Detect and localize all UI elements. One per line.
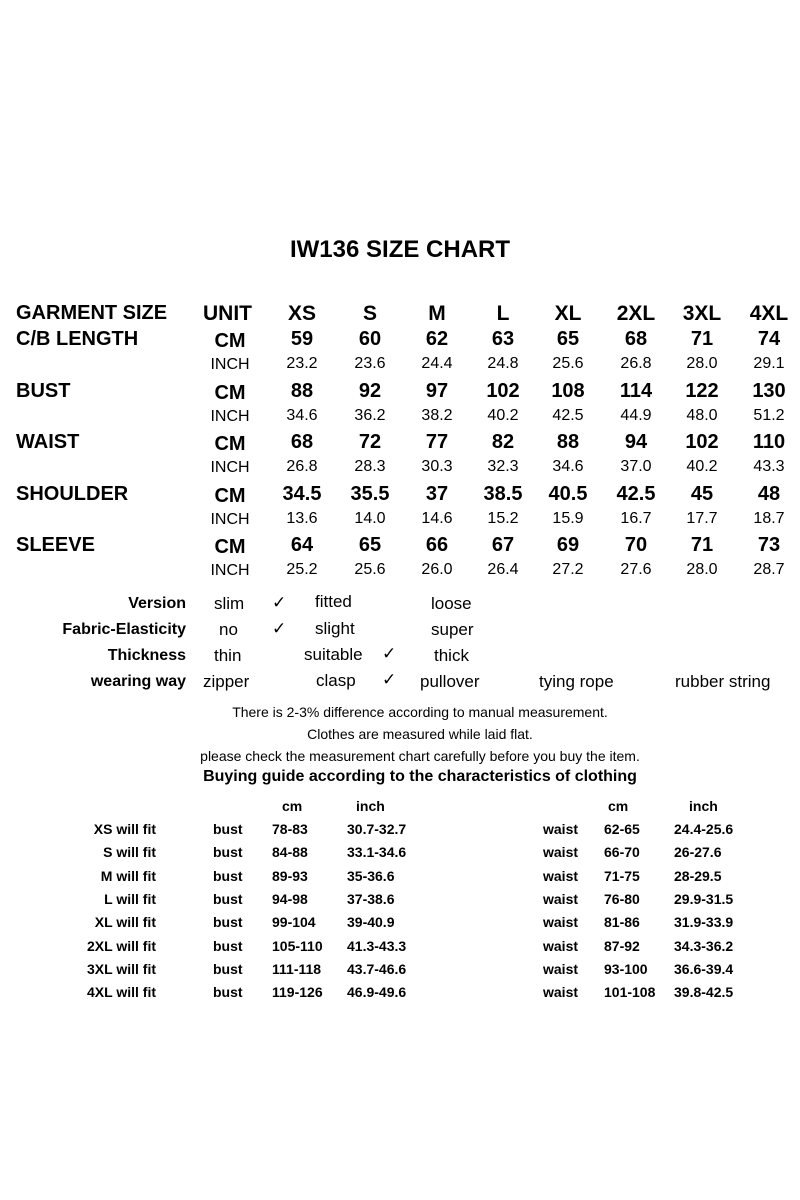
buying-guide-title: Buying guide according to the characteristics of clothing xyxy=(203,768,637,785)
guide-bust-inch: 37-38.6 xyxy=(347,890,395,907)
guide-waist-cm: 93-100 xyxy=(604,960,648,977)
cm-value-cell: 102 xyxy=(685,431,719,453)
unit-header: UNIT xyxy=(203,302,252,325)
size-header: M xyxy=(428,302,446,325)
note-laid-flat: Clothes are measured while laid flat. xyxy=(307,726,533,742)
cm-value-cell: 62 xyxy=(425,328,449,350)
guide-waist-label: waist xyxy=(543,960,579,977)
guide-bust-cm: 94-98 xyxy=(272,890,308,907)
unit-inch-label: INCH xyxy=(210,511,250,528)
guide-waist-cm: 62-65 xyxy=(604,821,640,837)
inch-value-cell: 30.3 xyxy=(421,458,453,475)
guide-waist-inch: 29.9-31.5 xyxy=(674,890,734,907)
cm-value-cell: 37 xyxy=(425,483,449,505)
size-header: S xyxy=(362,302,377,325)
guide-waist-inch: 31.9-33.9 xyxy=(674,914,734,931)
fabric-option-no: no xyxy=(219,620,238,639)
cm-value-cell: 88 xyxy=(556,431,580,453)
unit-inch-label: INCH xyxy=(210,562,250,579)
guide-fit-label: 4XL will fit xyxy=(87,984,156,1001)
guide-bust-inch: 46.9-49.6 xyxy=(347,984,407,1001)
wearing-option-zipper: zipper xyxy=(203,672,250,691)
version-option-loose: loose xyxy=(431,594,472,613)
cm-value-cell: 70 xyxy=(624,534,648,556)
guide-waist-cm-header: cm xyxy=(608,798,629,814)
inch-value-cell: 34.6 xyxy=(552,458,584,475)
cm-value-cell: 45 xyxy=(690,483,714,505)
guide-waist-cm: 101-108 xyxy=(604,984,656,1001)
guide-bust-label: bust xyxy=(213,844,243,861)
version-option-slim: slim xyxy=(214,594,245,613)
inch-value-cell: 28.0 xyxy=(686,561,718,578)
wearing-way-label: wearing way xyxy=(90,673,186,690)
cm-value-cell: 92 xyxy=(358,380,382,402)
guide-fit-label: M will fit xyxy=(100,867,156,884)
guide-bust-inch: 35-36.6 xyxy=(347,867,395,884)
cm-value-cell: 68 xyxy=(624,328,648,350)
cm-value-cell: 66 xyxy=(425,534,449,556)
guide-waist-inch: 36.6-39.4 xyxy=(674,960,734,977)
inch-value-cell: 28.7 xyxy=(753,561,785,578)
inch-value-cell: 25.6 xyxy=(354,561,386,578)
inch-value-cell: 24.4 xyxy=(421,355,453,372)
inch-value-cell: 16.7 xyxy=(620,510,652,527)
size-header: 3XL xyxy=(682,302,722,325)
guide-bust-inch: 33.1-34.6 xyxy=(347,844,407,861)
guide-waist-cm: 87-92 xyxy=(604,937,640,954)
inch-value-cell: 51.2 xyxy=(753,407,785,424)
inch-value-cell: 42.5 xyxy=(552,407,584,424)
inch-value-cell: 37.0 xyxy=(620,458,652,475)
cm-value-cell: 108 xyxy=(551,380,585,402)
wearing-check-icon: ✓ xyxy=(382,670,397,690)
cm-value-cell: 88 xyxy=(290,380,314,402)
guide-bust-label: bust xyxy=(213,821,243,837)
row-label: SLEEVE xyxy=(16,534,95,556)
cm-value-cell: 110 xyxy=(752,431,786,453)
guide-fit-label: XS will fit xyxy=(93,821,156,837)
fabric-option-slight: slight xyxy=(315,619,355,638)
guide-bust-label: bust xyxy=(213,867,243,884)
guide-bust-cm: 111-118 xyxy=(272,960,322,977)
size-header: 4XL xyxy=(749,302,789,325)
guide-fit-label: XL will fit xyxy=(94,914,156,931)
version-check-icon: ✓ xyxy=(272,593,287,613)
guide-bust-label: bust xyxy=(213,984,243,1001)
cm-value-cell: 71 xyxy=(690,328,714,350)
cm-value-cell: 65 xyxy=(358,534,382,556)
guide-bust-inch-header: inch xyxy=(356,798,385,814)
inch-value-cell: 40.2 xyxy=(686,458,718,475)
inch-value-cell: 27.6 xyxy=(620,561,652,578)
inch-value-cell: 13.6 xyxy=(286,510,318,527)
cm-value-cell: 69 xyxy=(556,534,580,556)
cm-value-cell: 67 xyxy=(491,534,515,556)
note-measurement-difference: There is 2-3% difference according to manual measurement. xyxy=(232,704,608,720)
cm-value-cell: 40.5 xyxy=(548,483,588,505)
thickness-option-thin: thin xyxy=(214,646,242,665)
guide-bust-cm: 78-83 xyxy=(272,821,308,837)
guide-waist-inch: 26-27.6 xyxy=(674,844,722,861)
row-label: SHOULDER xyxy=(16,483,129,505)
guide-waist-cm: 66-70 xyxy=(604,844,640,861)
cm-value-cell: 63 xyxy=(491,328,515,350)
cm-value-cell: 42.5 xyxy=(616,483,656,505)
inch-value-cell: 18.7 xyxy=(753,510,785,527)
guide-waist-label: waist xyxy=(543,867,579,884)
cm-value-cell: 65 xyxy=(556,328,580,350)
inch-value-cell: 23.2 xyxy=(286,355,318,372)
guide-bust-cm: 84-88 xyxy=(272,844,308,861)
inch-value-cell: 29.1 xyxy=(753,355,785,372)
unit-cm-label: CM xyxy=(214,433,246,455)
inch-value-cell: 25.2 xyxy=(286,561,318,578)
inch-value-cell: 26.8 xyxy=(620,355,652,372)
guide-waist-inch: 39.8-42.5 xyxy=(674,984,734,1001)
inch-value-cell: 48.0 xyxy=(686,407,718,424)
wearing-option-rubber-string: rubber string xyxy=(675,672,771,691)
guide-waist-cm: 81-86 xyxy=(604,914,640,931)
inch-value-cell: 43.3 xyxy=(753,458,785,475)
inch-value-cell: 26.4 xyxy=(487,561,519,578)
inch-value-cell: 40.2 xyxy=(487,407,519,424)
guide-bust-cm: 89-93 xyxy=(272,867,308,884)
inch-value-cell: 27.2 xyxy=(552,561,584,578)
guide-waist-label: waist xyxy=(543,821,579,837)
row-label: WAIST xyxy=(16,431,80,453)
guide-fit-label: L will fit xyxy=(104,890,156,907)
wearing-option-clasp: clasp xyxy=(316,671,356,690)
cm-value-cell: 71 xyxy=(690,534,714,556)
guide-bust-label: bust xyxy=(213,960,243,977)
row-label: BUST xyxy=(16,380,71,402)
thickness-option-thick: thick xyxy=(434,646,469,665)
size-header: XL xyxy=(554,302,582,325)
inch-value-cell: 28.3 xyxy=(354,458,386,475)
cm-value-cell: 122 xyxy=(685,380,719,402)
cm-value-cell: 82 xyxy=(491,431,515,453)
guide-bust-label: bust xyxy=(213,914,243,931)
size-header: XS xyxy=(287,302,316,325)
fabric-check-icon: ✓ xyxy=(272,619,287,639)
cm-value-cell: 64 xyxy=(290,534,314,556)
cm-value-cell: 74 xyxy=(757,328,781,350)
guide-waist-inch: 24.4-25.6 xyxy=(674,821,734,837)
guide-bust-inch: 41.3-43.3 xyxy=(347,937,407,954)
guide-bust-cm: 99-104 xyxy=(272,914,316,931)
thickness-label: Thickness xyxy=(107,647,186,664)
guide-waist-inch: 34.3-36.2 xyxy=(674,937,734,954)
inch-value-cell: 26.0 xyxy=(421,561,453,578)
inch-value-cell: 15.9 xyxy=(552,510,584,527)
guide-bust-cm: 105-110 xyxy=(272,937,323,954)
inch-value-cell: 14.6 xyxy=(421,510,453,527)
cm-value-cell: 114 xyxy=(619,380,653,402)
cm-value-cell: 60 xyxy=(358,328,382,350)
cm-value-cell: 72 xyxy=(358,431,382,453)
cm-value-cell: 35.5 xyxy=(350,483,390,505)
inch-value-cell: 44.9 xyxy=(620,407,652,424)
version-label: Version xyxy=(128,595,186,612)
inch-value-cell: 17.7 xyxy=(686,510,718,527)
inch-value-cell: 38.2 xyxy=(421,407,453,424)
guide-bust-inch: 30.7-32.7 xyxy=(347,821,407,837)
guide-fit-label: 2XL will fit xyxy=(87,937,156,954)
guide-fit-label: 3XL will fit xyxy=(87,960,156,977)
cm-value-cell: 68 xyxy=(290,431,314,453)
cm-value-cell: 77 xyxy=(425,431,449,453)
fabric-option-super: super xyxy=(431,620,474,639)
guide-waist-inch: 28-29.5 xyxy=(674,867,722,884)
garment-size-header: GARMENT SIZE xyxy=(16,302,168,324)
cm-value-cell: 73 xyxy=(757,534,781,556)
inch-value-cell: 32.3 xyxy=(487,458,519,475)
cm-value-cell: 102 xyxy=(486,380,520,402)
inch-value-cell: 28.0 xyxy=(686,355,718,372)
unit-inch-label: INCH xyxy=(210,408,250,425)
fabric-elasticity-label: Fabric-Elasticity xyxy=(62,621,186,638)
unit-inch-label: INCH xyxy=(210,459,250,476)
guide-fit-label: S will fit xyxy=(103,844,156,861)
thickness-option-suitable: suitable xyxy=(304,645,363,664)
guide-bust-label: bust xyxy=(213,937,243,954)
guide-bust-label: bust xyxy=(213,890,243,907)
cm-value-cell: 59 xyxy=(290,328,314,350)
inch-value-cell: 24.8 xyxy=(487,355,519,372)
guide-waist-label: waist xyxy=(543,984,579,1001)
cm-value-cell: 48 xyxy=(757,483,781,505)
guide-bust-inch: 39-40.9 xyxy=(347,914,395,931)
inch-value-cell: 25.6 xyxy=(552,355,584,372)
cm-value-cell: 130 xyxy=(752,380,786,402)
guide-bust-inch: 43.7-46.6 xyxy=(347,960,407,977)
thickness-check-icon: ✓ xyxy=(382,644,397,664)
cm-value-cell: 38.5 xyxy=(483,483,523,505)
cm-value-cell: 97 xyxy=(425,380,449,402)
inch-value-cell: 36.2 xyxy=(354,407,386,424)
guide-bust-cm-header: cm xyxy=(282,798,303,814)
size-header: L xyxy=(496,302,510,325)
guide-waist-cm: 76-80 xyxy=(604,890,640,907)
note-check-chart: please check the measurement chart carefully before you buy the item. xyxy=(200,748,640,764)
guide-waist-inch-header: inch xyxy=(689,798,718,814)
wearing-option-tying-rope: tying rope xyxy=(539,672,614,691)
inch-value-cell: 14.0 xyxy=(354,510,386,527)
inch-value-cell: 26.8 xyxy=(286,458,318,475)
inch-value-cell: 23.6 xyxy=(354,355,386,372)
unit-cm-label: CM xyxy=(214,485,246,507)
inch-value-cell: 34.6 xyxy=(286,407,318,424)
guide-waist-label: waist xyxy=(543,937,579,954)
row-label: C/B LENGTH xyxy=(16,328,139,350)
unit-cm-label: CM xyxy=(214,330,246,352)
inch-value-cell: 15.2 xyxy=(487,510,519,527)
version-option-fitted: fitted xyxy=(315,592,352,611)
guide-waist-label: waist xyxy=(543,890,579,907)
unit-inch-label: INCH xyxy=(210,356,250,373)
guide-bust-cm: 119-126 xyxy=(272,984,323,1001)
unit-cm-label: CM xyxy=(214,536,246,558)
guide-waist-cm: 71-75 xyxy=(604,867,640,884)
size-header: 2XL xyxy=(616,302,656,325)
cm-value-cell: 94 xyxy=(624,431,648,453)
page-title: IW136 SIZE CHART xyxy=(289,236,511,263)
unit-cm-label: CM xyxy=(214,382,246,404)
cm-value-cell: 34.5 xyxy=(282,483,322,505)
guide-waist-label: waist xyxy=(543,844,579,861)
guide-waist-label: waist xyxy=(543,914,579,931)
wearing-option-pullover: pullover xyxy=(420,672,480,691)
